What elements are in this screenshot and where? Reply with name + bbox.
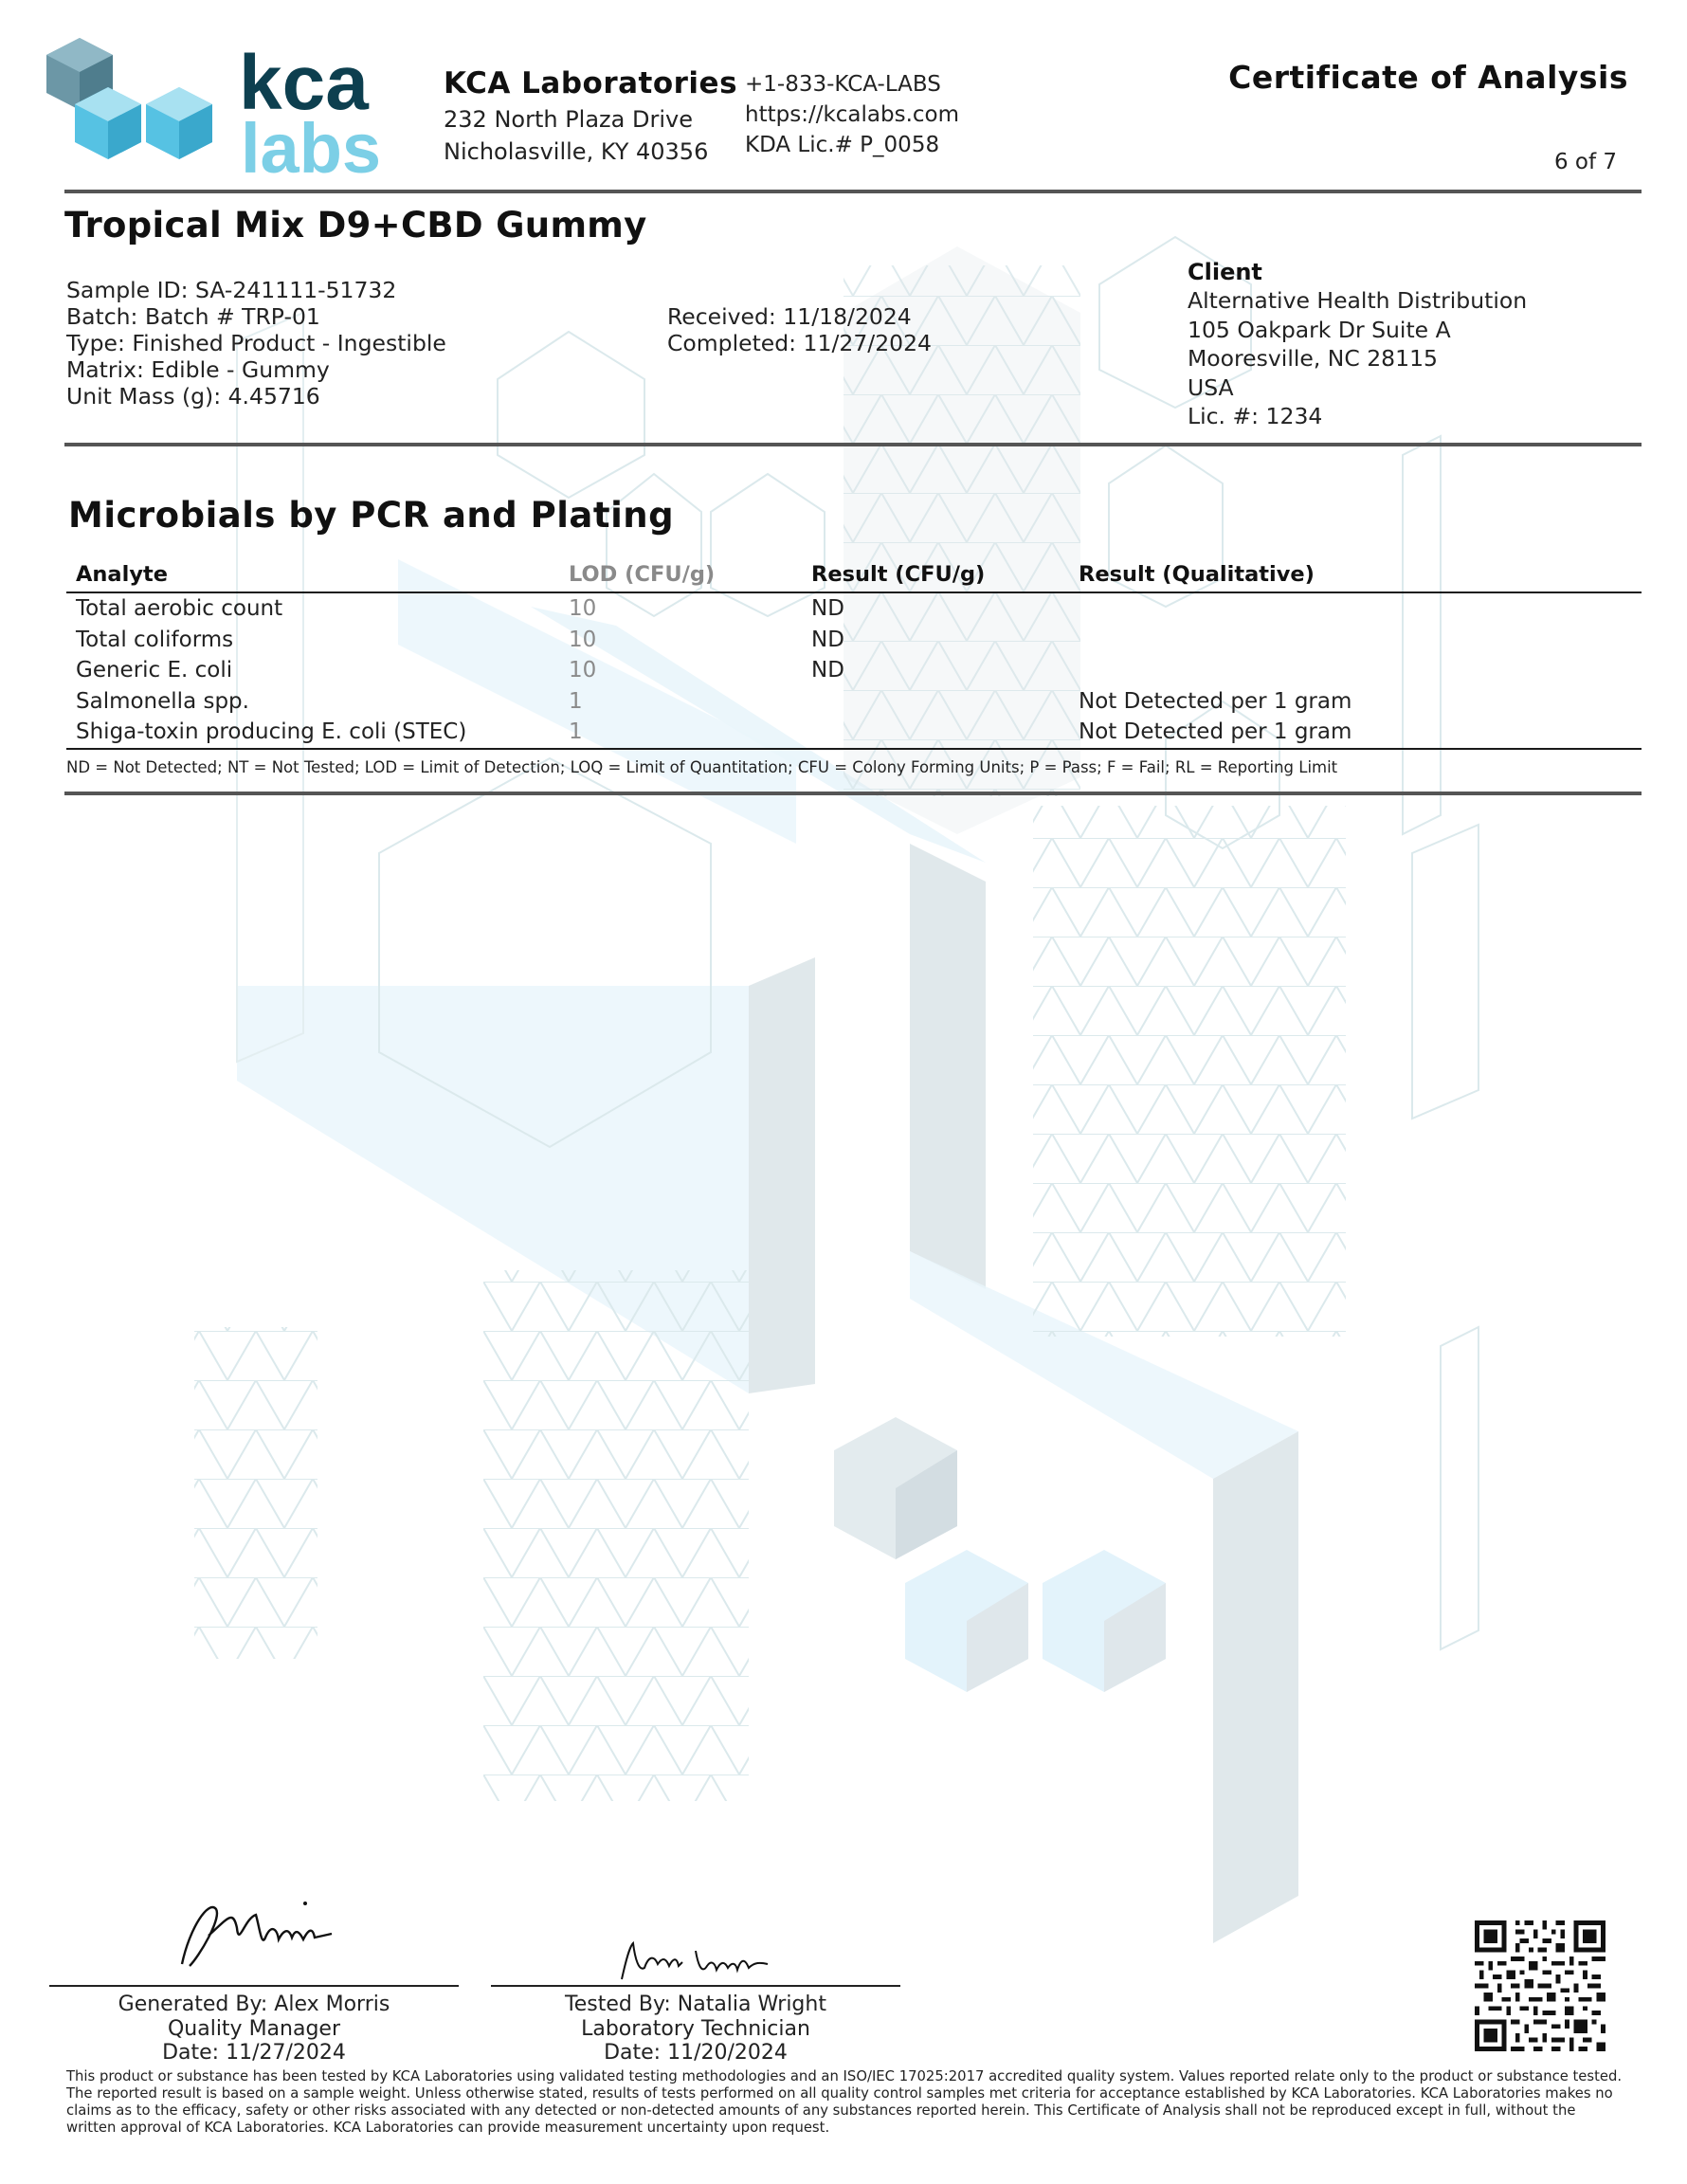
- legal-disclaimer: This product or substance has been tested by KCA Laboratories using validated testing methodologies and an ISO/IEC 17025:2017 accredited quality system. Values reported relate only to the product or substance tested. The reported result is based on a sample weight. Unless otherwise stated, results of tests performed on all quality control samples met criteria for acceptance established by KCA Laboratories. KCA Laboratories makes no claims as to the efficacy, safety or other risks associated with any detected or non-detected amounts of any substances reported herein. This Certificate of Analysis shall not be reproduced except in full, without the written approval of KCA Laboratories. KCA Laboratories can provide measurement uncertainty upon request.: [66, 2068, 1623, 2136]
- qualitative-cell: Not Detected per 1 gram: [1079, 688, 1352, 714]
- qualitative-cell: Not Detected per 1 gram: [1069, 717, 1642, 749]
- result-cell: [802, 717, 1069, 749]
- lab-address-line2: Nicholasville, KY 40356: [444, 138, 709, 165]
- page-number: 6 of 7: [1553, 150, 1617, 174]
- lod-cell: 10: [569, 627, 597, 652]
- column-header-result: Result (CFU/g): [802, 557, 1069, 592]
- table-row: [66, 625, 1642, 656]
- matrix: Matrix: Edible - Gummy: [66, 356, 330, 383]
- signature-line-tested: [491, 1985, 900, 1987]
- tested-by-name: Tested By: Natalia Wright: [565, 1993, 826, 2016]
- client-license: Lic. #: 1234: [1188, 403, 1323, 429]
- sample-dates: [667, 303, 932, 356]
- section-divider: [64, 792, 1642, 795]
- table-header-row: [66, 557, 1642, 592]
- table-row: [66, 686, 1642, 718]
- qualitative-cell: [1069, 655, 1642, 686]
- product-title: Tropical Mix D9+CBD Gummy: [64, 205, 647, 246]
- tested-by-role: Laboratory Technician: [581, 2016, 810, 2041]
- batch: Batch: Batch # TRP-01: [66, 303, 320, 330]
- received-date: Received: 11/18/2024: [667, 303, 912, 330]
- signature-natalia-wright: [616, 1934, 777, 1986]
- analyte-cell: Generic E. coli: [76, 658, 233, 683]
- tested-by-date: Date: 11/20/2024: [604, 2041, 788, 2065]
- column-header-analyte: Analyte: [66, 557, 559, 592]
- result-cell: ND: [811, 596, 844, 622]
- unit-mass: Unit Mass (g): 4.45716: [66, 383, 320, 410]
- lod-cell: 10: [569, 658, 597, 683]
- client-info: [1188, 258, 1527, 431]
- analyte-cell: Total aerobic count: [76, 596, 283, 622]
- lab-contact: [745, 72, 959, 163]
- abbreviation-legend: ND = Not Detected; NT = Not Tested; LOD = Limit of Detection; LOQ = Limit of Quantitation; CFU = Colony Forming Units; P = Pass; F = Fail; RL = Reporting Limit: [66, 758, 1338, 776]
- kca-labs-logo: [42, 38, 411, 180]
- logo-word-kca: kca: [239, 40, 369, 126]
- client-street: 105 Oakpark Dr Suite A: [1188, 316, 1451, 343]
- lab-name: KCA Laboratories: [444, 66, 738, 100]
- document-title: Certificate of Analysis: [1228, 59, 1628, 96]
- result-cell: ND: [811, 627, 844, 652]
- lab-license: KDA Lic.# P_0058: [745, 133, 940, 157]
- table-row: [66, 655, 1642, 686]
- lod-cell: 10: [569, 596, 597, 622]
- lod-cell: 1: [559, 717, 802, 749]
- analyte-cell: Total coliforms: [76, 627, 234, 652]
- lab-website[interactable]: https://kcalabs.com: [745, 102, 960, 127]
- qualitative-cell: [1069, 625, 1642, 656]
- result-cell: [802, 686, 1069, 718]
- generated-by-role: Quality Manager: [167, 2016, 341, 2041]
- result-cell: ND: [811, 658, 844, 683]
- table-row: [66, 717, 1642, 749]
- microbials-table: [66, 557, 1642, 750]
- column-header-qualitative: Result (Qualitative): [1069, 557, 1642, 592]
- logo-word-labs: labs: [241, 109, 382, 180]
- client-heading: Client: [1188, 259, 1262, 285]
- client-name: Alternative Health Distribution: [1188, 287, 1528, 314]
- lab-phone: +1-833-KCA-LABS: [745, 72, 941, 97]
- section-title: Microbials by PCR and Plating: [68, 495, 675, 536]
- lab-info: [444, 66, 737, 165]
- client-country: USA: [1188, 373, 1234, 401]
- signature-alex-morris: [171, 1890, 341, 1975]
- table-row: [66, 592, 1642, 625]
- tested-by-block: [491, 1993, 900, 2066]
- lab-address-line1: 232 North Plaza Drive: [444, 106, 693, 133]
- qualitative-cell: [1069, 592, 1642, 625]
- column-header-lod: LOD (CFU/g): [559, 557, 802, 592]
- lod-cell: 1: [569, 688, 583, 714]
- client-city: Mooresville, NC 28115: [1188, 345, 1438, 372]
- completed-date: Completed: 11/27/2024: [667, 330, 933, 356]
- analyte-cell: Shiga-toxin producing E. coli (STEC): [66, 717, 559, 749]
- signature-line-generated: [49, 1985, 459, 1987]
- analyte-cell: Salmonella spp.: [76, 688, 249, 714]
- sample-type: Type: Finished Product - Ingestible: [66, 330, 446, 356]
- generated-by-block: [49, 1993, 459, 2066]
- generated-by-name: Generated By: Alex Morris: [118, 1993, 390, 2016]
- sample-id: Sample ID: SA-241111-51732: [66, 277, 397, 303]
- qr-code-icon[interactable]: [1475, 1920, 1605, 2051]
- product-divider: [64, 443, 1642, 446]
- generated-by-date: Date: 11/27/2024: [162, 2041, 346, 2065]
- header-divider: [64, 190, 1642, 193]
- sample-details: [66, 277, 446, 410]
